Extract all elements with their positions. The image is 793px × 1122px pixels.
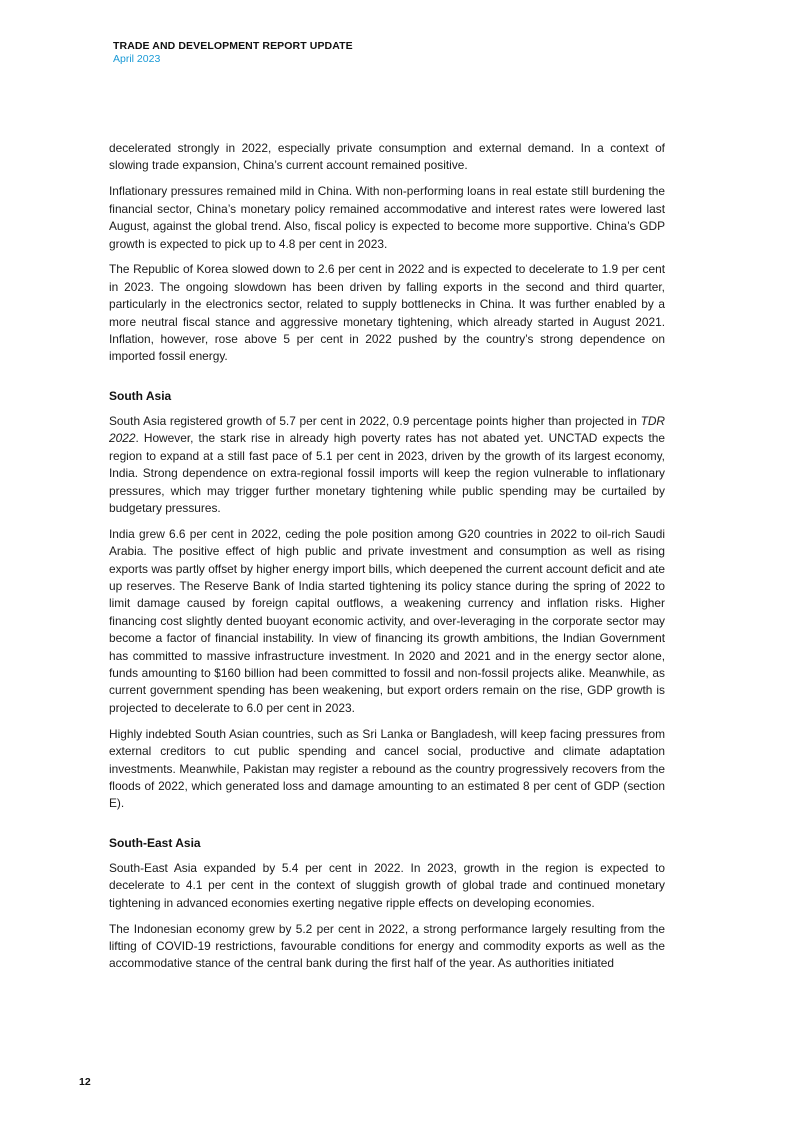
paragraph-text: . However, the stark rise in already high poverty rates has not abated yet. UNCTAD expects the region to expand at a still fast pace of 5.1 per cent in 2023, driven by the growth of its largest economy, India. Strong dependence on extra-regional fossil imports will keep the region vulnerable to inflationary pressures, which may trigger further monetary tightening while public spending may be curtailed by budgetary pressures. [109,431,665,515]
paragraph: Inflationary pressures remained mild in China. With non-performing loans in real estate still burdening the financial sector, China’s monetary policy remained accommodative and interest rates were lowered last August, against the global trend. Also, fiscal policy is expected to become more supportive. China’s GDP growth is expected to pick up to 4.8 per cent in 2023. [109,184,665,251]
paragraph-text: South Asia registered growth of 5.7 per cent in 2022, 0.9 percentage points higher than projected in [109,413,641,428]
report-reference: TDR 2022 [109,413,665,446]
paragraph [109,413,665,517]
report-date: April 2023 [113,53,161,65]
report-title: TRADE AND DEVELOPMENT REPORT UPDATE [113,40,353,52]
paragraph: The Republic of Korea slowed down to 2.6 per cent in 2022 and is expected to decelerate to 1.9 per cent in 2023. The ongoing slowdown has been driven by falling exports in the second and third quarter, particularly in the electronics sector, related to supply bottlenecks in China. It was further enabled by a more neutral fiscal stance and aggressive monetary tightening, which already started in August 2021. Inflation, however, rose above 5 per cent in 2022 pushed by the country’s strong dependence on imported fossil energy. [109,262,665,364]
paragraph: India grew 6.6 per cent in 2022, ceding the pole position among G20 countries in 2022 to oil-rich Saudi Arabia. The positive effect of high public and private investment and consumption as well as rising exports was partly offset by higher energy import bills, which deepened the current account deficit and ate up reserves. The Reserve Bank of India started tightening its policy stance during the spring of 2022 to limit damage caused by foreign capital outflows, a weakening currency and inflation risks. Higher financing cost slightly dented buoyant economic activity, and over-leveraging in the corporate sector may become a factor of financial instability. In view of financing its growth ambitions, the Indian Government has committed to massive infrastructure investment. In 2020 and 2021 and in the energy sector alone, funds amounting to $160 billion had been committed to fossil and non-fossil projects alike. Meanwhile, as current government spending has been weakening, but export orders remain on the rise, GDP growth is projected to decelerate to 6.0 per cent in 2023. [109,526,665,715]
page-number: 12 [79,1076,91,1088]
paragraph: The Indonesian economy grew by 5.2 per cent in 2022, a strong performance largely resulting from the lifting of COVID-19 restrictions, favourable conditions for energy and commodity exports as well as the accommodative stance of the central bank during the first half of the year. As authorities initiated [109,921,665,971]
paragraph: Highly indebted South Asian countries, such as Sri Lanka or Bangladesh, will keep facing pressures from external creditors to cut public spending and cancel social, productive and climate adaptation investments. Meanwhile, Pakistan may register a rebound as the country progressively recovers from the floods of 2022, which generated loss and damage amounting to an estimated 8 per cent of GDP (section E). [109,726,665,811]
section-heading-south-asia: South Asia [109,388,172,403]
running-header [113,40,353,66]
paragraph: South-East Asia expanded by 5.4 per cent in 2022. In 2023, growth in the region is expected to decelerate to 4.1 per cent in the context of sluggish growth of global trade and continued monetary tightening in advanced economies exerting negative ripple effects on developing economies. [109,860,665,910]
paragraph: decelerated strongly in 2022, especially private consumption and external demand. In a context of slowing trade expansion, China’s current account remained positive. [109,141,665,173]
section-heading-south-east-asia: South-East Asia [109,835,201,850]
body-text [109,140,665,981]
